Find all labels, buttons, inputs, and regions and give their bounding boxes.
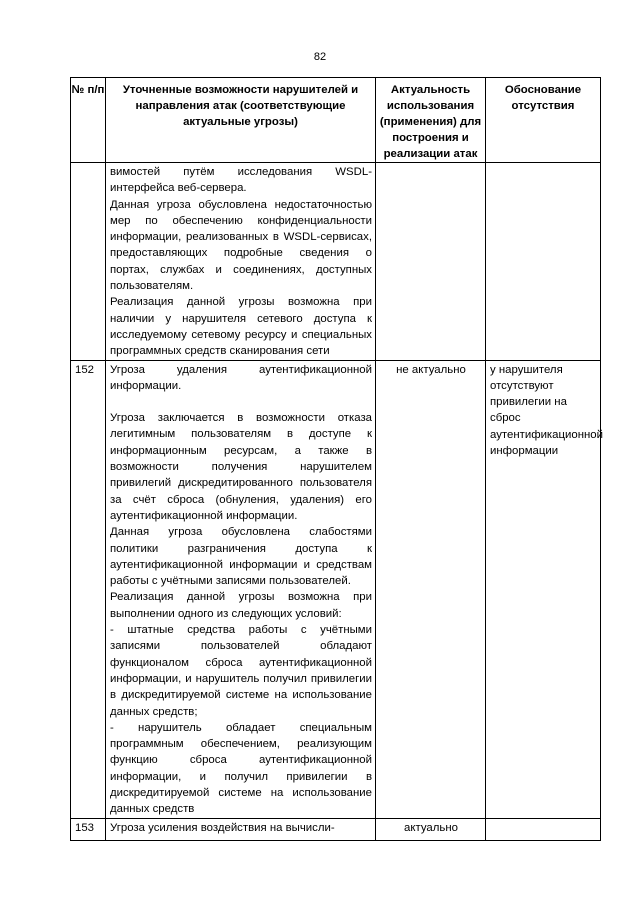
row-description (106, 163, 376, 361)
row-number (71, 163, 106, 361)
description-paragraph: Данная угроза обусловлена слабостями политики разграничения доступа к аутентификационной информации и средствам работы с учётными записями пользователей. (110, 526, 372, 588)
row-relevance: не актуально (376, 360, 486, 818)
table-row (71, 818, 601, 840)
row-description (106, 818, 376, 840)
threat-title: Угроза усиления воздействия на вычисли- (110, 821, 335, 834)
description-paragraph: Реализация данной угрозы возможна при наличии у нарушителя сетевого доступа к исследуемому сетевому ресурсу и специальных программных средств сканирования сети (110, 296, 372, 358)
header-relevance: Актуальность использования (применения) для построения и реализации атак (376, 78, 486, 163)
description-paragraph: Реализация данной угрозы возможна при выполнении одного из следующих условий: (110, 591, 372, 620)
row-justification: у нарушителя отсутствуют привилегии на сброс аутентификационной информации (486, 360, 601, 818)
row-relevance: актуально (376, 818, 486, 840)
table-header-row (71, 78, 601, 163)
header-num: № п/п (71, 78, 106, 163)
row-number: 152 (71, 360, 106, 818)
threat-title: Угроза удаления аутентификационной информации. (110, 363, 372, 392)
threats-table (70, 77, 601, 841)
header-justification: Обоснование отсутствия (486, 78, 601, 163)
description-paragraph: вимостей путём исследования WSDL-интерфейса веб-сервера. (110, 166, 372, 195)
description-paragraph: Угроза заключается в возможности отказа легитимным пользователям в доступе к информационным ресурсам, а также в возможности получения нарушителем привилегий дискредитированного пользователя за счёт сброса (обнуления, удаления) его аутентификационной информации. (110, 412, 372, 522)
description-paragraph: - штатные средства работы с учётными записями пользователей обладают функционалом сброса аутентификационной информации, и нарушитель получил привилегии в дискредитируемой системе на использование данных средств; (110, 624, 372, 718)
page-number: 82 (313, 51, 327, 63)
header-capabilities: Уточненные возможности нарушителей и направления атак (соответствующие актуальные угрозы) (106, 78, 376, 163)
description-paragraph: Данная угроза обусловлена недостаточностью мер по обеспечению конфиденциальности информации, реализованных в WSDL-сервисах, предоставляющих подробные сведения о портах, службах и соединениях, доступных пользователям. (110, 198, 372, 293)
row-description (106, 360, 376, 818)
row-relevance (376, 163, 486, 361)
description-paragraph: - нарушитель обладает специальным программным обеспечением, реализующим функцию сброса аутентификационной информации, и получил привилегии в дискредитируемой системе на использование данных средств (110, 721, 372, 816)
row-number: 153 (71, 818, 106, 840)
table-row (71, 360, 601, 818)
row-justification (486, 818, 601, 840)
row-justification (486, 163, 601, 361)
table-row (71, 163, 601, 361)
